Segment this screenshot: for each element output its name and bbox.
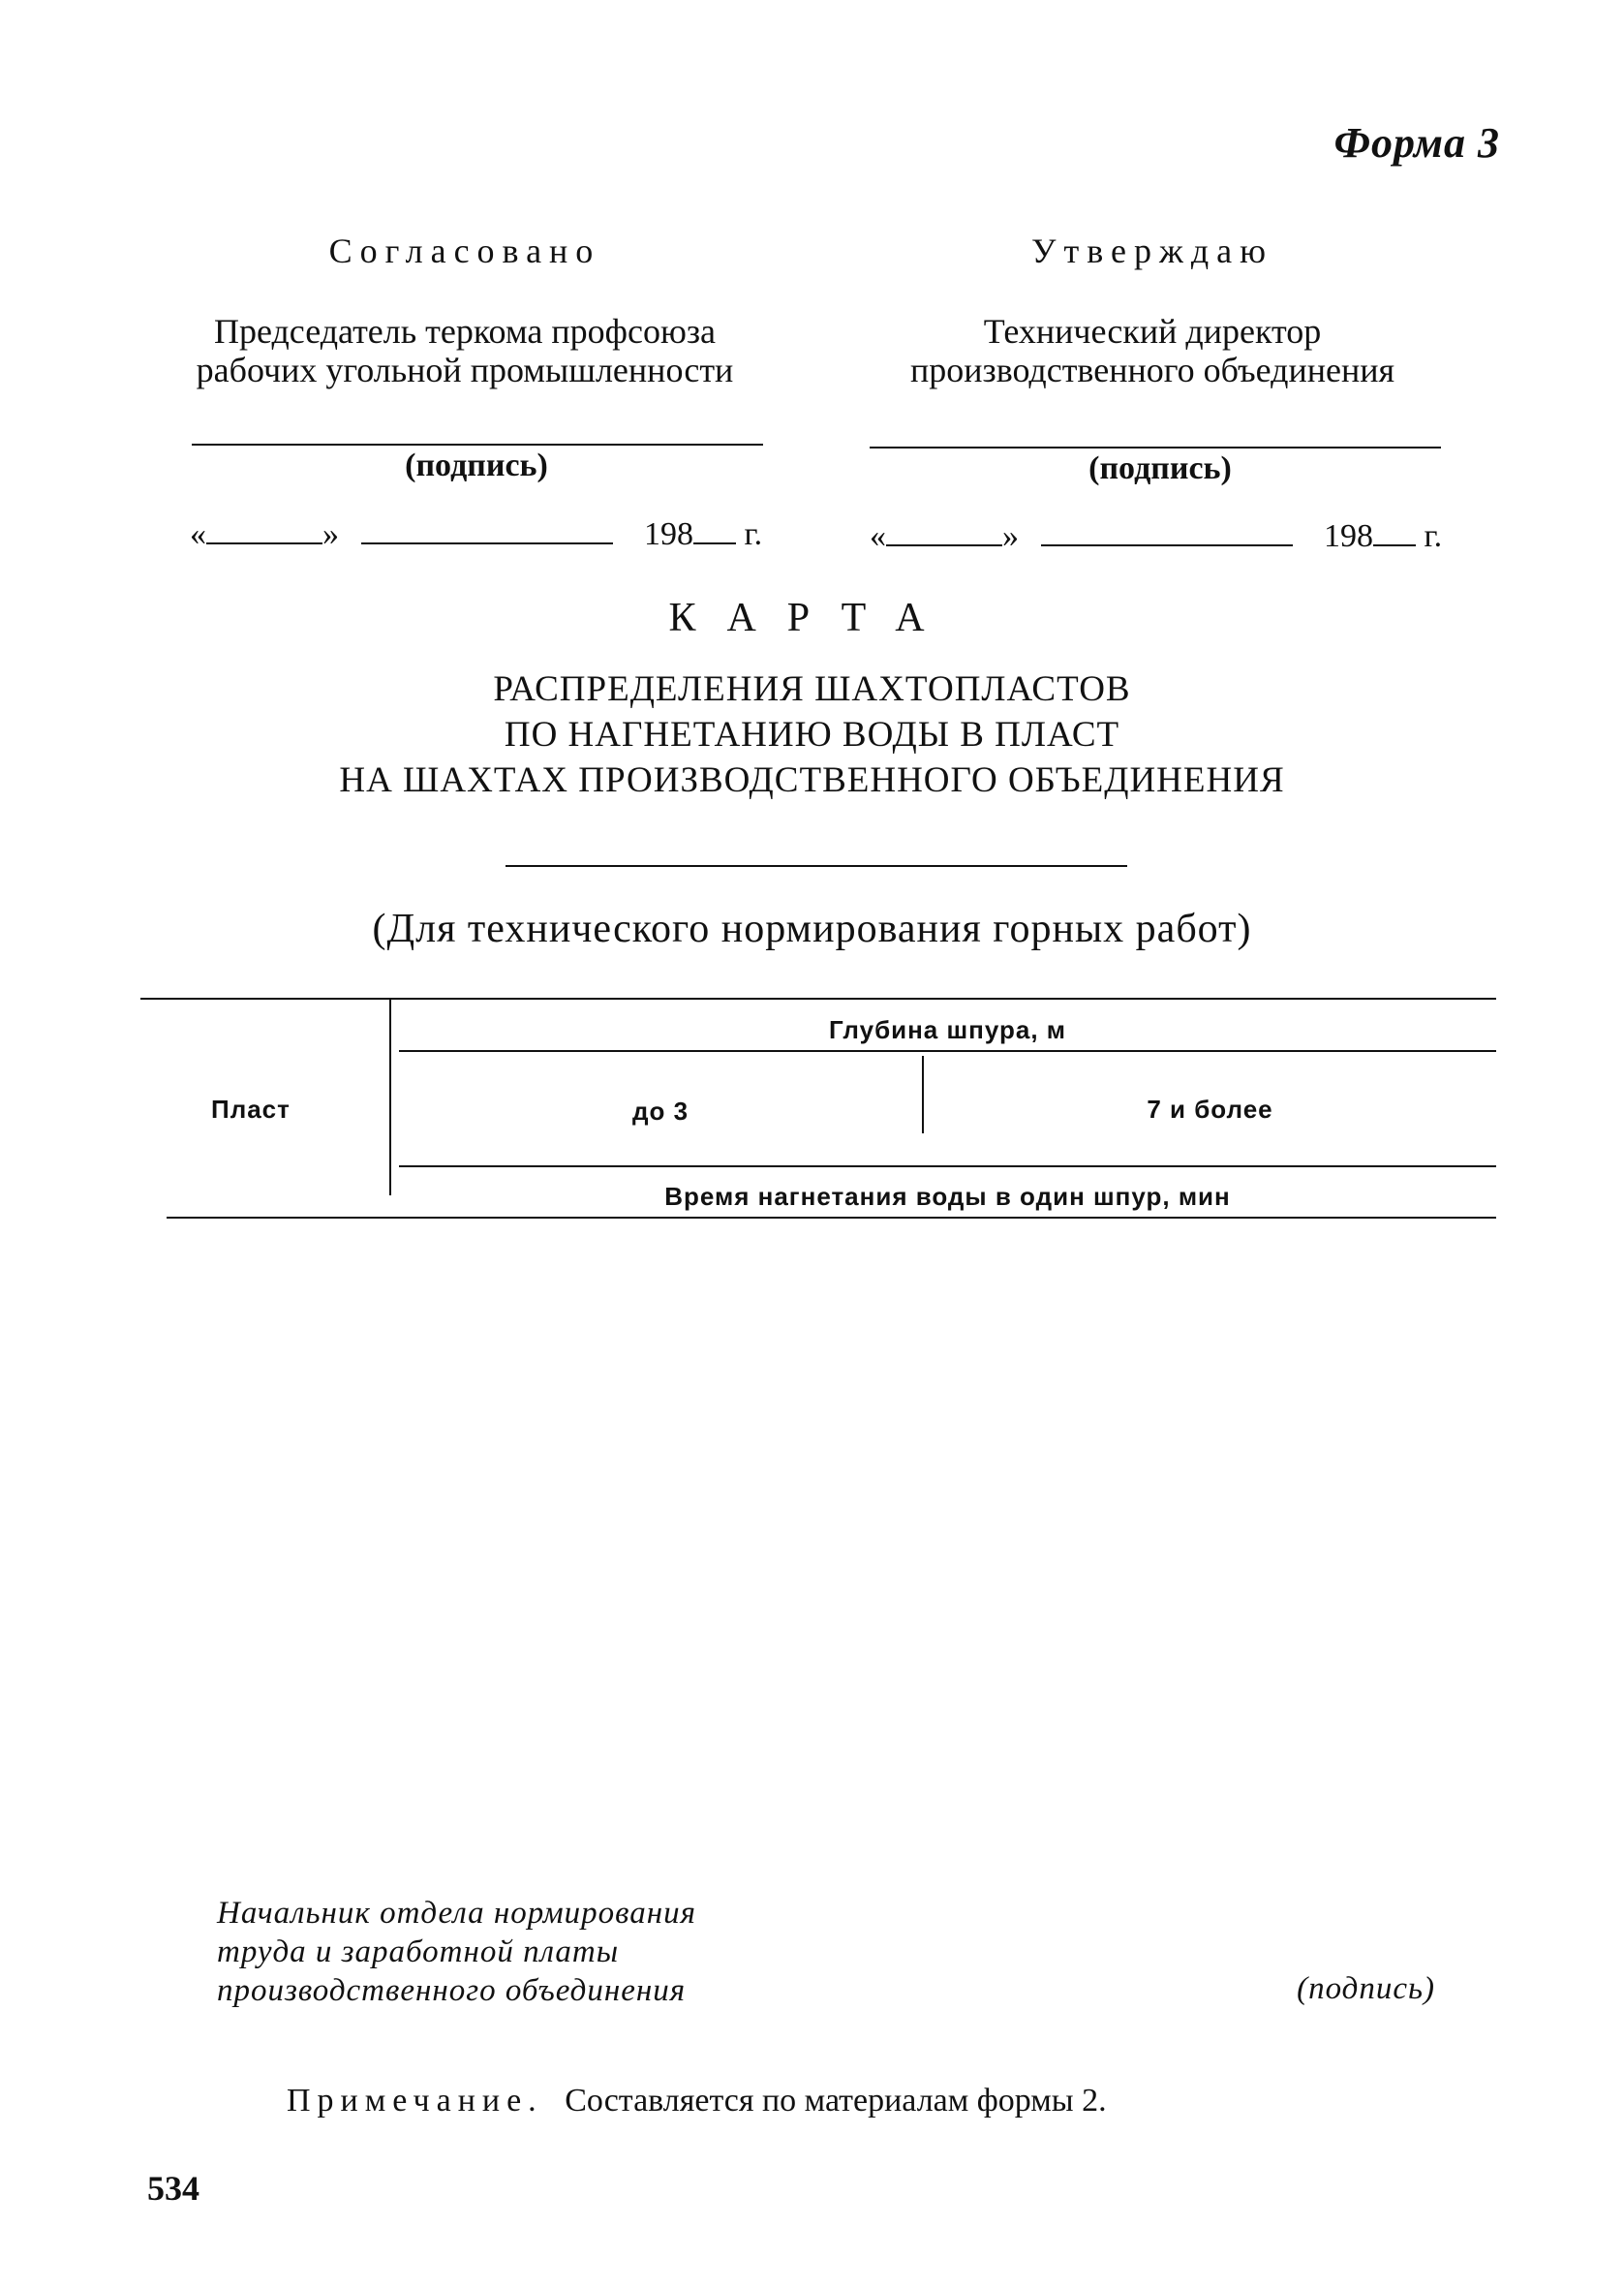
right-signature-line: [870, 447, 1441, 449]
signatory-line-1: Начальник отдела нормирования: [217, 1896, 696, 1931]
left-date-year-prefix: 198: [644, 516, 693, 552]
signatory-block: [217, 1894, 696, 2010]
table-column-header-2: 7 и более: [1147, 1095, 1273, 1124]
right-date-close-quote: »: [1002, 518, 1019, 554]
table-row-header-divider: [389, 1000, 391, 1195]
signatory-line-2: труда и заработной платы: [217, 1934, 620, 1969]
right-date-open-quote: «: [870, 518, 886, 554]
page-number: 534: [147, 2169, 199, 2208]
table-top-border: [140, 998, 1496, 1000]
table-row-header: Пласт: [211, 1095, 291, 1124]
approval-agreed-block: [165, 231, 765, 389]
left-date-month-blank: [361, 515, 613, 544]
purpose-text: (Для технического нормирования горных работ): [372, 907, 1252, 951]
signatory-line-3: производственного объединения: [217, 1973, 687, 2008]
form-label: Форма 3: [1333, 119, 1500, 167]
left-signature-line: [192, 444, 763, 446]
left-date-day-blank: [206, 515, 322, 544]
right-date-year-prefix: 198: [1324, 518, 1373, 554]
approval-agreed-position-line1: Председатель теркома профсоюза: [213, 312, 717, 351]
table-column-header-1: до 3: [631, 1097, 689, 1126]
document-title: КАРТА: [668, 596, 956, 640]
right-date-day-blank: [886, 517, 1002, 546]
subtitle-line-2: ПО НАГНЕТАНИЮ ВОДЫ В ПЛАСТ: [504, 715, 1120, 755]
table-footer-header-overline: [399, 1165, 1496, 1167]
subtitle-line-1: РАСПРЕДЕЛЕНИЯ ШАХТОПЛАСТОВ: [493, 669, 1131, 709]
left-date-row: [190, 515, 762, 553]
approval-agreed-position-line2: рабочих угольной промышленности: [196, 351, 734, 389]
approval-approved-position-line2: производственного объединения: [909, 351, 1395, 389]
left-date-close-quote: »: [322, 516, 339, 552]
right-date-row: [870, 517, 1442, 555]
subtitle-line-3: НА ШАХТАХ ПРОИЗВОДСТВЕННОГО ОБЪЕДИНЕНИЯ: [339, 760, 1285, 800]
signatory-signature-caption: (подпись): [1297, 1971, 1435, 2006]
table-group-header: Глубина шпура, м: [828, 1015, 1067, 1044]
right-date-month-blank: [1041, 517, 1293, 546]
title-divider: [506, 865, 1127, 867]
table-bottom-border: [167, 1217, 1496, 1219]
left-date-year-suffix: г.: [744, 516, 763, 552]
left-date-open-quote: «: [190, 516, 206, 552]
right-signature-caption: (подпись): [1088, 450, 1232, 486]
approval-approved-position-line1: Технический директор: [983, 312, 1322, 351]
right-date-year-blank: [1373, 517, 1416, 546]
footnote: [287, 2083, 1107, 2119]
table-footer-header: Время нагнетания воды в один шпур, мин: [664, 1182, 1231, 1211]
right-date-year-suffix: г.: [1424, 518, 1443, 554]
approval-approved-heading: Утверждаю: [1030, 232, 1274, 270]
footnote-text: Составляется по материалам формы 2.: [565, 2083, 1107, 2119]
footnote-label: Примечание.: [287, 2083, 543, 2119]
approval-approved-block: [852, 231, 1453, 389]
approval-agreed-heading: Согласовано: [328, 232, 601, 270]
left-date-year-blank: [693, 515, 736, 544]
left-signature-caption: (подпись): [405, 448, 548, 483]
table-group-header-underline: [399, 1050, 1496, 1052]
